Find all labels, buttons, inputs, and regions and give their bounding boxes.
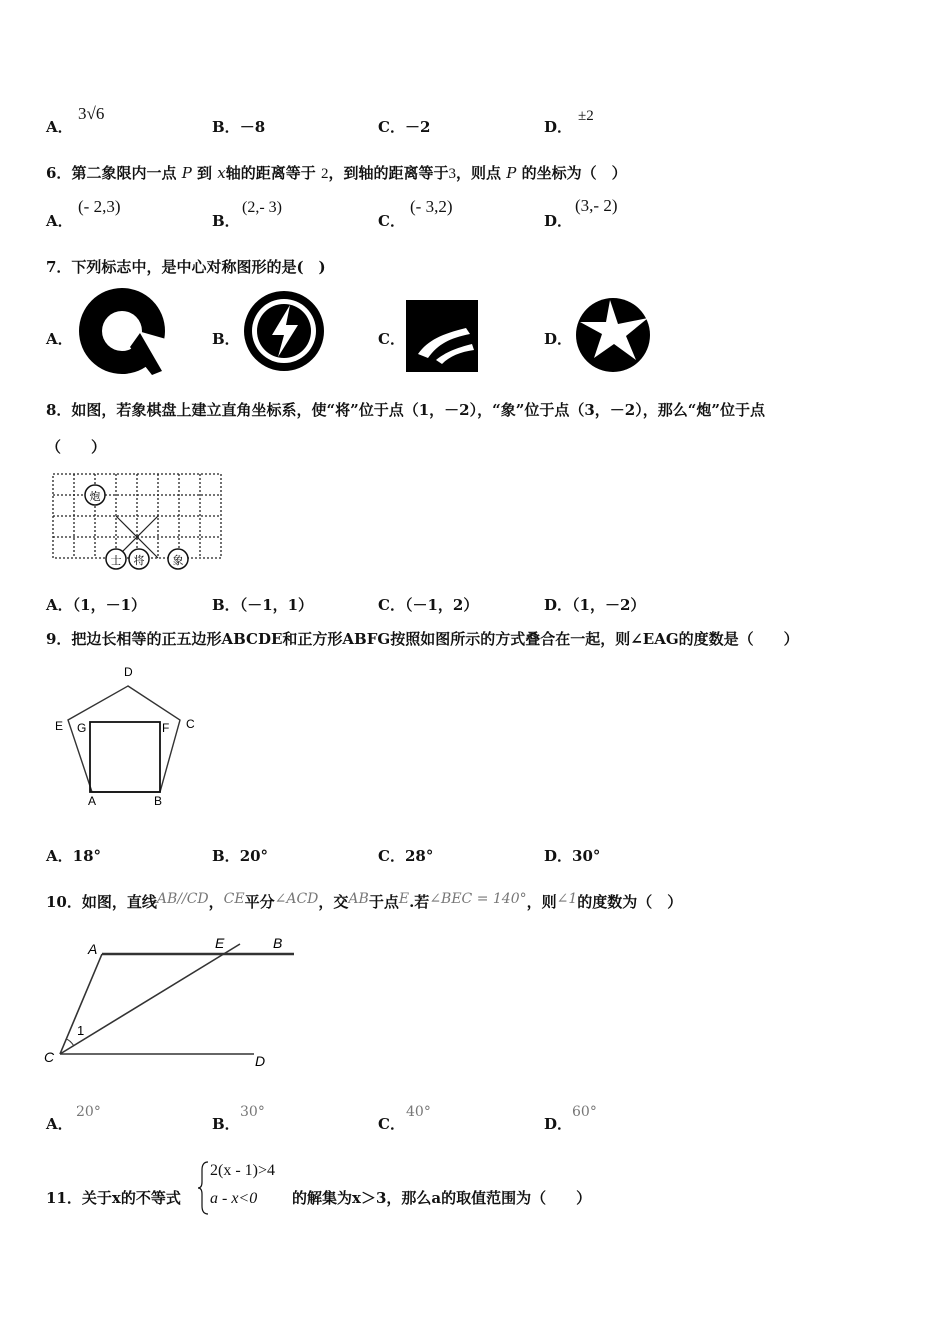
piece-jiang <box>129 549 149 569</box>
math-e: E <box>398 891 410 907</box>
q11-stem-2: 的解集为x＞3，那么a的取值范围为（ ） <box>292 1189 592 1207</box>
piece-xiang <box>168 549 188 569</box>
q10-option-a-letter: A． <box>46 1115 73 1133</box>
svg-text:士: 士 <box>110 555 122 567</box>
label-d: D <box>124 665 133 679</box>
inequality-2-text: a - x<0 <box>210 1190 258 1207</box>
label-g: G <box>77 721 87 735</box>
q9-option-d <box>544 845 600 866</box>
label-a: A <box>88 941 98 957</box>
system-brace <box>198 1160 210 1216</box>
option-value: 20° <box>239 847 269 865</box>
q6-option-b-letter: B． <box>212 212 240 230</box>
q9-stem: 9．把边长相等的正五边形ABCDE和正方形ABFG按照如图所示的方式叠合在一起，则∠EAG的度数是（ ） <box>46 630 799 648</box>
q6-option-c-value: (- 3,2) <box>410 197 453 216</box>
q5-option-b <box>212 116 265 137</box>
option-value: －8 <box>239 118 266 136</box>
q10-option-d-value: 60° <box>572 1104 597 1120</box>
pentagon-abcde <box>68 686 180 792</box>
q6-stem <box>46 162 627 183</box>
option-letter: B． <box>212 118 240 136</box>
label-b: B <box>154 794 163 808</box>
q10-option-b-value: 30° <box>240 1104 265 1120</box>
q7-stem: 7．下列标志中，是中心对称图形的是( ) <box>46 258 326 276</box>
q7-logo-c <box>406 300 478 372</box>
option-letter: C． <box>378 596 405 614</box>
question-number: 6． <box>46 164 72 182</box>
q10-option-b-letter: B． <box>212 1115 240 1133</box>
stem-text: 第二象限内一点 <box>71 164 177 182</box>
option-letter: D． <box>544 847 573 865</box>
q10-option-d-letter: D． <box>544 1115 573 1133</box>
stem-text: ，到轴的距离等于 <box>328 164 449 182</box>
option-value: 28° <box>404 847 434 865</box>
option-letter: B． <box>212 596 240 614</box>
option-value: 30° <box>572 847 601 865</box>
label-e: E <box>215 935 225 951</box>
option-value: －2 <box>404 118 431 136</box>
q5-option-d-value: ±2 <box>578 108 594 124</box>
stem-text: ，则 <box>526 893 557 911</box>
option-value: （－1，1） <box>239 596 314 614</box>
q5-option-a <box>46 116 73 137</box>
stem-text: ，交 <box>318 893 349 911</box>
q6-option-b-value: (2,- 3) <box>242 199 282 216</box>
q9-pentagon-square-figure <box>50 660 210 810</box>
q7-option-c-letter: C． <box>378 330 405 348</box>
option-value: （1，－2） <box>572 596 646 614</box>
svg-text:将: 将 <box>133 555 145 567</box>
stem-text: 到 <box>197 164 213 182</box>
inequality-2 <box>210 1190 257 1208</box>
variable-p: P <box>181 164 192 182</box>
square-abfg <box>90 722 160 792</box>
label-1: 1 <box>77 1023 85 1038</box>
option-letter: A． <box>46 596 73 614</box>
stem-text: 的坐标为（ ） <box>521 164 627 182</box>
q6-option-a-value: (- 2,3) <box>78 197 121 216</box>
label-e: E <box>55 719 64 733</box>
q9-option-c <box>378 845 433 866</box>
q8-option-a <box>46 594 146 615</box>
label-b: B <box>273 935 283 951</box>
stem-text: ， <box>208 893 224 911</box>
stem-text: 10．如图，直线 <box>46 893 157 911</box>
svg-text:炮: 炮 <box>89 491 101 503</box>
number-2: 2 <box>320 166 329 182</box>
q6-option-a-letter: A． <box>46 212 73 230</box>
variable-p: P <box>506 164 517 182</box>
q5-option-a-value: 3√6 <box>78 104 105 123</box>
q6-option-c-letter: C． <box>378 212 405 230</box>
q10-option-c-value: 40° <box>406 1104 431 1120</box>
piece-pao <box>85 485 105 505</box>
q8-chessboard-figure <box>50 470 225 574</box>
svg-text:象: 象 <box>172 555 184 567</box>
option-value: 18° <box>72 847 102 865</box>
q10-option-a-value: 20° <box>76 1104 101 1120</box>
q7-option-a-letter: A． <box>46 330 73 348</box>
label-d: D <box>255 1053 266 1069</box>
option-value: （－1，2） <box>404 596 479 614</box>
piece-shi <box>106 549 126 569</box>
number-3: 3 <box>448 166 456 182</box>
q11-stem-1: 11．关于x的不等式 <box>46 1189 181 1207</box>
math-angle-bec: ∠BEC = 140° <box>429 891 527 907</box>
option-letter: B． <box>212 847 240 865</box>
math-angle-acd: ∠ACD <box>274 891 319 907</box>
math-angle-1: ∠1 <box>556 891 578 907</box>
q10-stem <box>46 891 682 912</box>
option-letter: A． <box>46 118 73 136</box>
math-ab-parallel-cd: AB//CD <box>156 891 209 907</box>
q9-option-b <box>212 845 268 866</box>
stem-text: 于点 <box>368 893 399 911</box>
label-c: C <box>44 1049 55 1065</box>
q10-parallel-lines-figure <box>40 932 302 1072</box>
line-ce <box>60 944 240 1054</box>
q7-option-b-letter: B． <box>212 330 240 348</box>
option-letter: D． <box>544 118 573 136</box>
stem-text: 的度数为（ ） <box>577 893 683 911</box>
angle-1-arc <box>66 1039 74 1046</box>
math-ce: CE <box>223 891 245 907</box>
q7-logo-a <box>78 287 168 375</box>
inequality-1 <box>210 1162 275 1180</box>
q8-stem-2: （ ） <box>46 438 107 456</box>
chessboard-grid <box>53 474 221 558</box>
q8-option-c <box>378 594 478 615</box>
math-ab: AB <box>348 891 369 907</box>
label-c: C <box>186 717 195 731</box>
inequality-1-text: 2(x - 1)>4 <box>210 1162 276 1179</box>
q9-option-a <box>46 845 101 866</box>
stem-text: .若 <box>409 893 430 911</box>
q7-logo-b <box>242 289 326 373</box>
q10-option-c-letter: C． <box>378 1115 405 1133</box>
option-letter: D． <box>544 596 573 614</box>
option-letter: C． <box>378 118 405 136</box>
stem-text: 轴的距离等于 <box>225 164 316 182</box>
q8-option-b <box>212 594 313 615</box>
stem-text: ，则点 <box>456 164 502 182</box>
label-f: F <box>162 721 170 735</box>
q6-option-d-value: (3,- 2) <box>575 196 618 215</box>
q5-option-d <box>544 116 572 137</box>
option-letter: C． <box>378 847 405 865</box>
q7-logo-d <box>574 296 652 374</box>
option-letter: A． <box>46 847 73 865</box>
q8-option-d <box>544 594 645 615</box>
variable-x: x <box>217 164 226 182</box>
q5-option-c <box>378 116 430 137</box>
option-value: （1，－1） <box>72 596 147 614</box>
label-a: A <box>88 794 97 808</box>
q7-option-d-letter: D． <box>544 330 573 348</box>
q8-stem: 8．如图，若象棋盘上建立直角坐标系，使“将”位于点（1，－2），“象”位于点（3，－2），那么“炮”位于点 <box>46 401 765 419</box>
q6-option-d-letter: D． <box>544 212 573 230</box>
stem-text: 平分 <box>244 893 275 911</box>
